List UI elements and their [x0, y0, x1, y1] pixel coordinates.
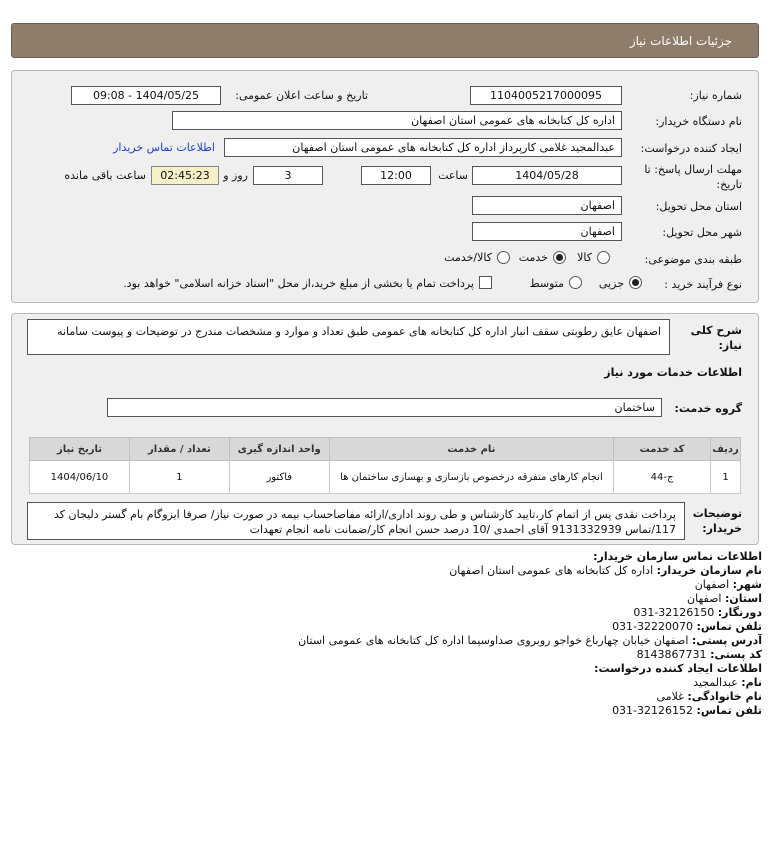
creator-name-value: عبدالمجید — [693, 676, 738, 689]
contact-address-line — [298, 634, 762, 648]
creator-name-line — [693, 676, 762, 690]
contact-province-label: استان: — [725, 592, 762, 605]
remaining-time-label: ساعت باقی مانده — [64, 169, 146, 182]
contact-org-line — [449, 564, 762, 578]
announce-date-field: 1404/05/25 - 09:08 — [71, 86, 221, 105]
category-radio-service[interactable] — [553, 251, 566, 264]
services-table-header — [30, 438, 741, 461]
need-number-field: 1104005217000095 — [470, 86, 622, 105]
contact-fax-line — [633, 606, 762, 620]
creator-phone-value: 031-32126152 — [612, 704, 694, 717]
services-table — [29, 437, 741, 494]
treasury-payment-checkbox[interactable] — [479, 276, 492, 289]
delivery-city-label: شهر محل تحویل: — [662, 226, 742, 239]
contact-org-label: نام سازمان خریدار: — [656, 564, 762, 577]
service-group-label: گروه خدمت: — [674, 402, 742, 415]
announce-date-label: تاریخ و ساعت اعلان عمومی: — [235, 89, 368, 102]
process-radio-minor[interactable] — [629, 276, 642, 289]
col-row: ردیف — [711, 438, 741, 461]
contact-org-value: اداره کل کتابخانه های عمومی استان اصفهان — [449, 564, 654, 577]
creator-name-label: نام: — [741, 676, 762, 689]
buyer-org-label: نام دستگاه خریدار: — [655, 115, 742, 128]
contact-postal-line — [637, 648, 762, 662]
buyer-notes-label: توضیحات — [692, 507, 742, 520]
cell-row: 1 — [711, 461, 741, 494]
creator-family-label: نام خانوادگی: — [687, 690, 762, 703]
col-qty: تعداد / مقدار — [129, 438, 229, 461]
summary-label: شرح کلی — [690, 324, 742, 337]
service-group-field: ساختمان — [107, 398, 662, 417]
process-option-medium: متوسط — [529, 277, 564, 290]
delivery-province-label: استان محل تحویل: — [655, 200, 742, 213]
process-option-minor: جزیی — [598, 277, 624, 290]
contact-city-line — [695, 578, 762, 592]
deadline-date-label: تاریخ: — [716, 178, 742, 191]
page-title: جزئیات اطلاعات نیاز — [629, 34, 732, 48]
contact-section-title: اطلاعات تماس سازمان خریدار: — [593, 550, 762, 563]
buyer-notes-label-2: خریدار: — [702, 522, 742, 535]
creator-field: عبدالمجید غلامی کارپرداز اداره کل کتابخانه های عمومی استان اصفهان — [224, 138, 622, 157]
category-option-service: خدمت — [518, 251, 548, 264]
contact-fax-value: 031-32126150 — [633, 606, 715, 619]
creator-label: ایجاد کننده درخواست: — [640, 142, 742, 155]
treasury-payment-text: پرداخت تمام یا بخشی از مبلغ خرید،از محل "اسناد خزانه اسلامی" خواهد بود. — [123, 277, 474, 290]
delivery-province-field: اصفهان — [472, 196, 622, 215]
table-row — [30, 461, 741, 494]
summary-text: اصفهان عایق رطوبتی سقف انبار اداره کل کتابخانه های عمومی طبق تعداد و موارد و مشخصات مندرج در توضیحات و پیوست سامانه — [27, 319, 670, 355]
col-unit: واحد اندازه گیری — [229, 438, 329, 461]
deadline-label: مهلت ارسال پاسخ: تا — [644, 163, 742, 176]
creator-phone-line — [612, 704, 762, 718]
col-date: تاریخ نیاز — [30, 438, 130, 461]
contact-address-label: آدرس پستی: — [691, 634, 762, 647]
creator-phone-label: تلفن تماس: — [696, 704, 762, 717]
cell-qty: 1 — [129, 461, 229, 494]
process-type-label: نوع فرآیند خرید : — [664, 278, 742, 291]
creator-section-title: اطلاعات ایجاد کننده درخواست: — [594, 662, 762, 675]
process-radio-medium[interactable] — [569, 276, 582, 289]
contact-city-label: شهر: — [732, 578, 762, 591]
category-option-goods: کالا — [577, 251, 592, 264]
category-radio-goods-service[interactable] — [497, 251, 510, 264]
category-radio-goods[interactable] — [597, 251, 610, 264]
remaining-time-field: 02:45:23 — [151, 166, 219, 185]
creator-family-line — [657, 690, 762, 704]
contact-phone-label: تلفن تماس: — [696, 620, 762, 633]
cell-code: ج-44 — [614, 461, 711, 494]
services-section-title: اطلاعات خدمات مورد نیاز — [604, 366, 742, 379]
page-header — [11, 23, 759, 58]
category-option-goods-service: کالا/خدمت — [444, 251, 492, 264]
buyer-contact-link[interactable]: اطلاعات تماس خریدار — [113, 141, 215, 154]
days-label: روز و — [223, 169, 248, 182]
contact-phone-line — [612, 620, 762, 634]
deadline-date-field: 1404/05/28 — [472, 166, 622, 185]
contact-city-value: اصفهان — [694, 578, 730, 591]
deadline-time-label: ساعت — [438, 169, 468, 182]
cell-date: 1404/06/10 — [30, 461, 130, 494]
contact-postal-value: 8143867731 — [636, 648, 707, 661]
buyer-org-field: اداره کل کتابخانه های عمومی استان اصفهان — [172, 111, 622, 130]
category-label: طبقه بندی موضوعی: — [644, 253, 742, 266]
delivery-city-field: اصفهان — [472, 222, 622, 241]
contact-fax-label: دورنگار: — [717, 606, 762, 619]
need-number-label: شماره نیاز: — [689, 89, 742, 102]
deadline-time-field: 12:00 — [361, 166, 431, 185]
col-name: نام خدمت — [329, 438, 613, 461]
contact-province-line — [687, 592, 762, 606]
contact-province-value: اصفهان — [687, 592, 722, 605]
contact-address-value: اصفهان خیابان چهارباغ خواجو روبروی صداوسیما اداره کل کتابخانه های عمومی استان — [298, 634, 689, 647]
creator-family-value: غلامی — [656, 690, 684, 703]
summary-label-2: نیاز: — [718, 339, 742, 352]
buyer-notes-text: پرداخت نقدی پس از اتمام کار،تایید کارشناس و طی روند اداری/ارائه مفاصاحساب بیمه در صورت نیاز/ صرفا ایزوگام بام گستر دلیجان کد 117/تماس 9131332939 آقای احمدی /10 درصد حسن انجام کار/ضمانت نامه انجام تعهدات — [27, 502, 685, 540]
contact-phone-value: 031-32220070 — [612, 620, 694, 633]
contact-postal-label: کد پستی: — [710, 648, 762, 661]
cell-unit: فاکتور — [229, 461, 329, 494]
cell-name: انجام کارهای متفرقه درخصوص بازسازی و بهسازی ساختمان ها — [329, 461, 613, 494]
col-code: کد خدمت — [614, 438, 711, 461]
days-remaining-field: 3 — [253, 166, 323, 185]
